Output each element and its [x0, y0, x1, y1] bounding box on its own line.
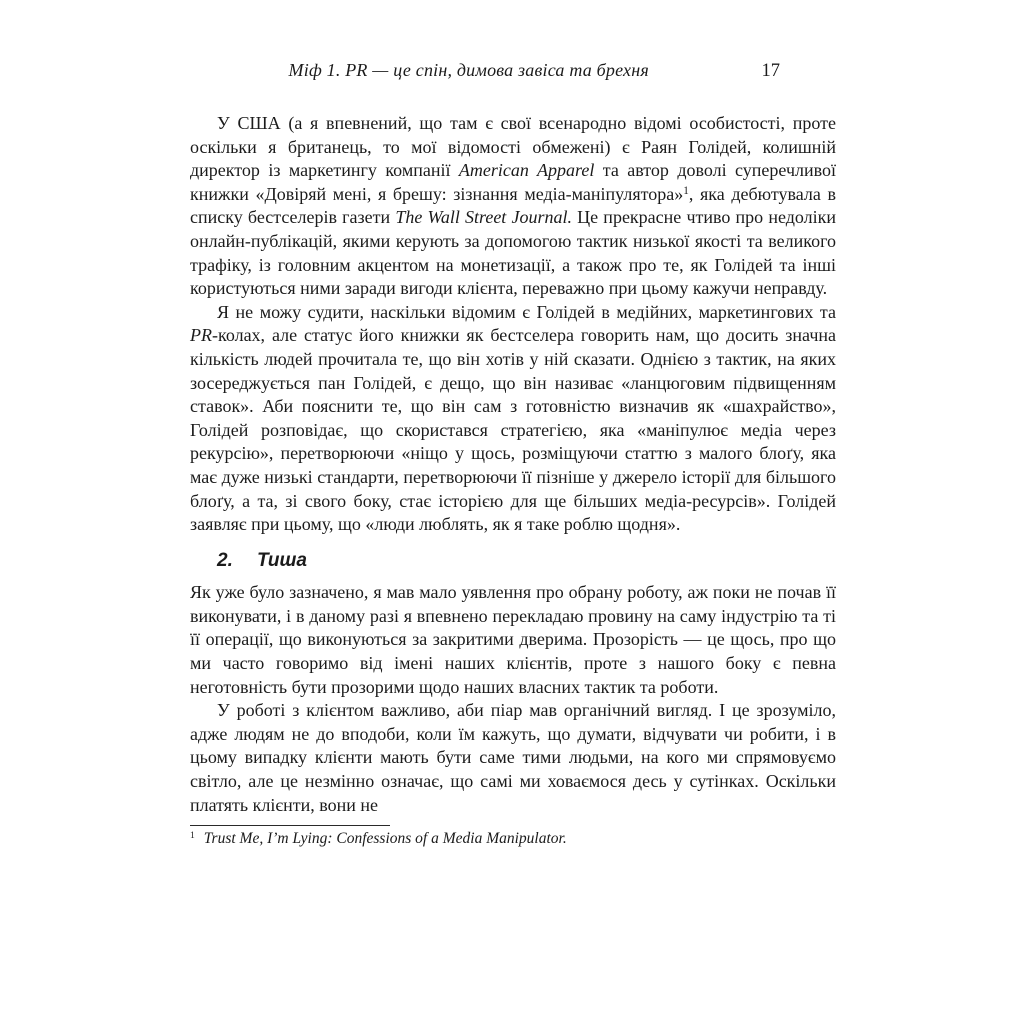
body-text: [190, 112, 836, 817]
footnote: [190, 829, 836, 849]
section-number: 2.: [217, 549, 233, 571]
running-title: Міф 1. PR — це спін, димова завіса та брехня: [288, 60, 649, 80]
footnote-marker: 1: [190, 829, 195, 841]
section-heading: [190, 549, 836, 573]
body-paragraph: У роботі з клієнтом важливо, аби піар мав органічний вигляд. І це зрозуміло, адже людям не до вподоби, коли їм кажуть, що думати, відчувати чи робити, і в цьому випадку клієнти мають бути саме тими людьми, на кого ми спрямовуємо світло, але це незмінно означає, що самі ми ховаємося десь у сутінках. Оскільки платять клієнти, вони не: [190, 700, 836, 815]
page-content: [190, 60, 836, 849]
footnote-area: [190, 825, 836, 849]
body-paragraph: У США (а я впевнений, що там є свої всенародно відомі особистості, проте оскільки я британець, то мої відомості обмежені) є Раян Голідей, колишній директор із маркетингу компанії American Apparel та автор доволі суперечливої книжки «Довіряй мені, я брешу: зізнання медіа-маніпулятора»$^1$, яка дебютувала в списку бестселерів газети The Wall Street Journal. Це прекрасне чтиво про недоліки онлайн-публікацій, якими керують за допомогою тактик низької якості та великого трафіку, із головним акцентом на монетизації, а також про те, як Голідей та інші користуються ними заради вигоди клієнта, переважно при цьому кажучи неправду.: [190, 113, 837, 299]
section-title: Тиша: [257, 549, 307, 571]
body-paragraph: Як уже було зазначено, я мав мало уявлення про обрану роботу, аж поки не почав її виконувати, і в даному разі я впевнено перекладаю провину на саму індустрію та ті її операції, що виконуються за закритими дверима. Прозорість — це щось, про що ми часто говоримо від імені наших клієнтів, проте з нашого боку є певна неготовність бути прозорими щодо наших власних тактик та роботи.: [190, 582, 836, 697]
page-header: [190, 60, 836, 82]
body-paragraph: Я не можу судити, наскільки відомим є Голідей в медійних, маркетингових та PR-колах, але статус його книжки як бестселера говорить нам, що досить значна кількість людей прочитала те, що він хотів у ній сказати. Однією з тактик, на яких зосереджується пан Голідей, є дещо, що він називає «ланцюговим підвищенням ставок». Аби пояснити те, що він сам з готовністю визначив як «шахрайство», Голідей розповідає, що скористався стратегією, яка «маніпулює медіа через рекурсію», перетворюючи «ніщо у щось, розміщуючи статтю з малого блоґу, яка має дуже низькі стандарти, перетворюючи її пізніше у джерело історії для більшого блоґу, а та, зі свого боку, стає історією для ще більших медіа-ресурсів». Голідей заявляє при цьому, що «люди люблять, як я таке роблю щодня».: [190, 301, 836, 535]
page-number: 17: [761, 61, 780, 81]
footnote-text: Trust Me, I’m Lying: Confessions of a Media Manipulator.: [203, 830, 567, 848]
footnote-divider: [190, 825, 390, 826]
